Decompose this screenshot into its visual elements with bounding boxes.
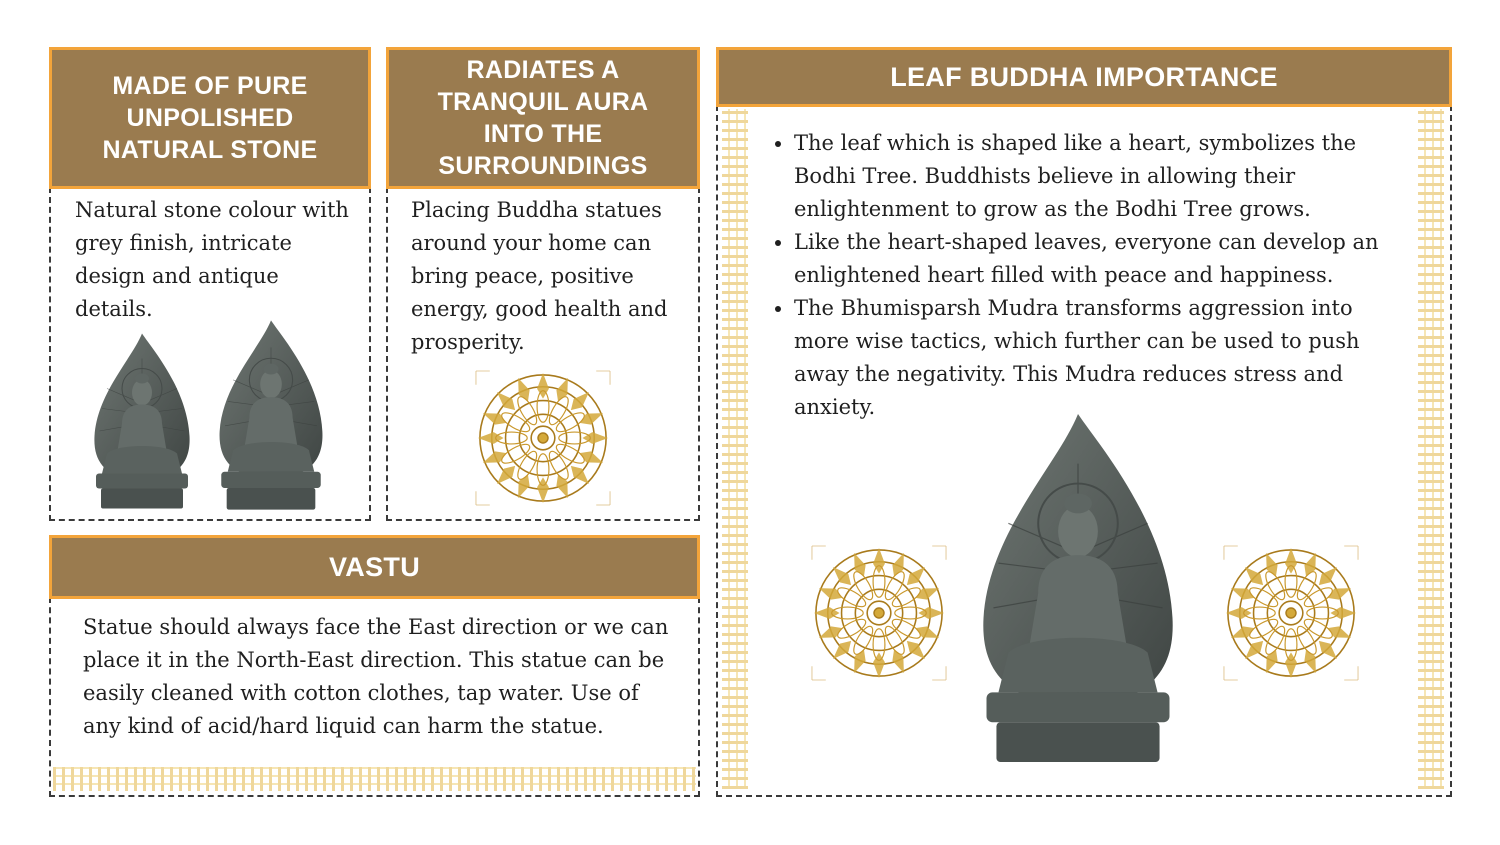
gold-lace-border [53,767,696,791]
list-item: • The leaf which is shaped like a heart, symbolizes the Bodhi Tree. Buddhists believe in allowing their enlightenment to grow as the Bodhi Tree grows. [794,127,1392,226]
list-item: • Like the heart-shaped leaves, everyone can develop an enlightened heart filled with peace and happiness. [794,226,1392,292]
gold-lace-border-right [1418,109,1444,789]
buddha-statue-image [209,315,333,515]
mandala-icon [810,544,948,682]
panel-aura [386,47,700,521]
mandala-icon [474,369,612,507]
panel-aura-title: RADIATES A TRANQUIL AURA INTO THE SURROUNDINGS [386,47,700,189]
panel-stone [49,47,371,521]
gold-lace-border-left [722,109,748,789]
panel-aura-text: Placing Buddha statues around your home can bring peace, positive energy, good health and prosperity. [411,198,668,354]
panel-importance [716,47,1452,797]
importance-points [772,127,1392,424]
mandala-icon [1222,544,1360,682]
panel-vastu-title: VASTU [49,535,700,599]
buddha-statue-image [87,327,197,515]
buddha-statue-image [964,404,1192,772]
panel-stone-title: MADE OF PURE UNPOLISHED NATURAL STONE [49,47,371,189]
panel-vastu-text: Statue should always face the East direction or we can place it in the North-East direction. This statue can be easily cleaned with cotton clothes, tap water. Use of any kind of acid/hard liquid can harm the statue. [83,615,669,738]
panel-importance-title: LEAF BUDDHA IMPORTANCE [716,47,1452,107]
panel-stone-text: Natural stone colour with grey finish, intricate design and antique details. [75,198,349,321]
panel-importance-list [772,127,1392,424]
panel-vastu [49,535,700,797]
list-item: • The Bhumisparsh Mudra transforms aggression into more wise tactics, which further can be used to push away the negativity. This Mudra reduces stress and anxiety. [794,292,1392,424]
